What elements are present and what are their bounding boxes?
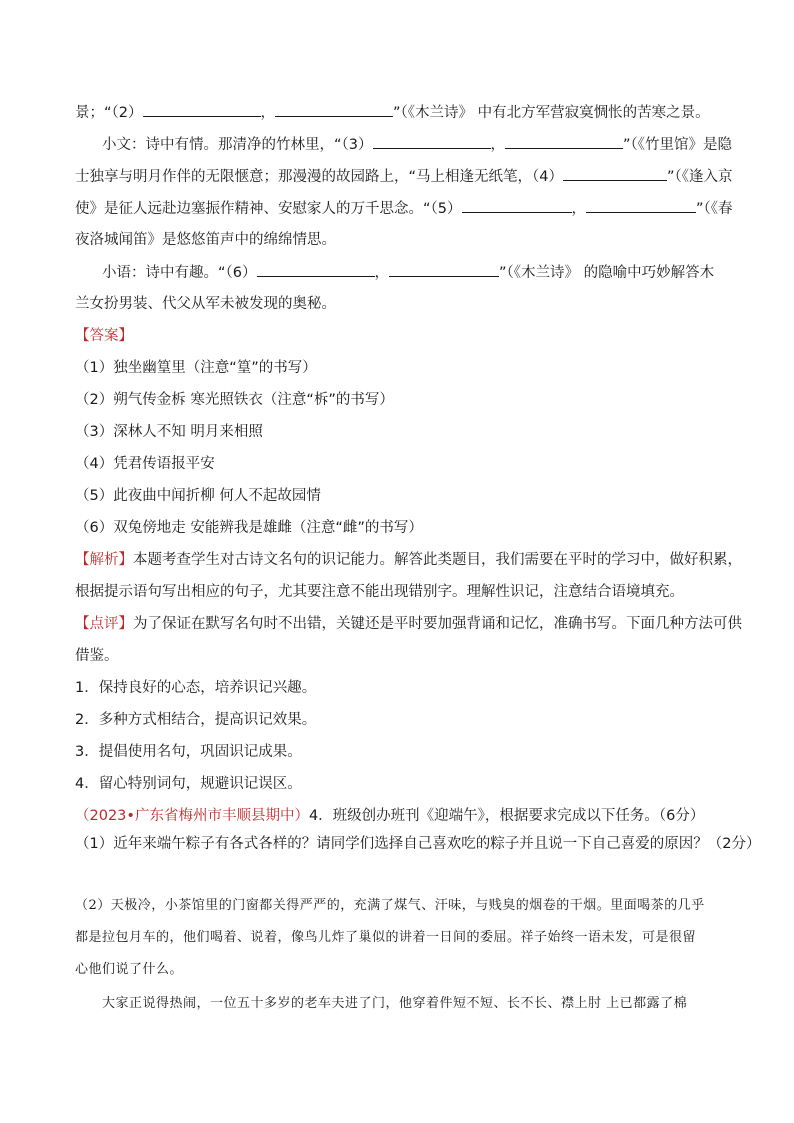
question4-sub1: （1）近年来端午粽子有各式各样的？请同学们选择自己喜欢吃的粽子并且说一下自己喜爱的原因？（2分） [75,836,761,852]
text-segment: 士独享与明月作伴的无限惬意；那漫漫的故园路上，“马上相逢无纸笔，（4） [75,169,563,185]
text-segment: ， [490,137,505,153]
answer-blank [389,262,499,277]
answer-blank [143,102,261,117]
comment-text: 为了保证在默写名句时不出错，关键还是平时要加强背诵和记忆，准确书写。下面几种方法可供 [133,616,742,632]
para2-line4: 夜洛城闻笛》是悠悠笛声中的绵绵情思。 [75,232,336,248]
text-segment: 景；“（2） [75,105,143,121]
comment-tag: 【点评】 [75,616,133,632]
para3-line1 [102,262,714,283]
analysis-line1 [75,550,742,570]
answer-item: （6）双兔傍地走 安能辨我是雄雌（注意“雌”的书写） [75,520,423,536]
text-segment: ， [374,265,389,281]
comment-line2: 借鉴。 [75,648,119,664]
comment-line1 [75,614,742,634]
excerpt-line1: （2）天极冷，小茶馆里的门窗都关得严严的，充满了煤气、汗味，与贱臭的烟卷的干烟。里面喝茶的几乎 [75,898,705,913]
para2-line1 [102,134,732,155]
method-item: 3．提倡使用名句，巩固识记成果。 [75,744,302,760]
method-item: 2．多种方式相结合，提高识记效果。 [75,712,317,728]
answer-blank [505,134,623,149]
para2-line3 [75,198,733,219]
text-segment: 小文：诗中有情。那清净的竹林里，“（3） [102,137,373,153]
analysis-line2: 根据提示语句写出相应的句子，尤其要注意不能出现错别字。理解性识记，注意结合语境填充。 [75,584,684,600]
answer-blank [275,102,393,117]
analysis-text: 本题考查学生对古诗文名句的识记能力。解答此类题目，我们需要在平时的学习中，做好积累， [133,552,742,568]
answer-blank [586,198,696,213]
text-segment: ”（《木兰诗》 的隐喻中巧妙解答木 [499,265,715,281]
para2-line2 [75,166,733,187]
answer-item: （4）凭君传语报平安 [75,456,215,472]
excerpt-line4: 大家正说得热闹，一位五十多岁的老车夫进了门，他穿着件短不短、长不长、襟上肘 上已都露了棉 [102,996,688,1011]
answer-blank [563,166,667,181]
answer-item: （2）朔气传金柝 寒光照铁衣（注意“柝”的书写） [75,392,394,408]
excerpt-line3: 心他们说了什么。 [75,962,184,977]
text-segment: ”（《逢入京 [666,169,733,185]
text-segment: ”（《木兰诗》 中有北方军营寂寞惆怅的苦寒之景。 [393,105,710,121]
excerpt-line2: 都是拉包月车的，他们喝着、说着，像鸟儿炸了巢似的讲着一日间的委屈。祥子始终一语未发，可是很留 [75,930,697,945]
para1-line [75,102,710,123]
text-segment: ”（《春 [696,201,733,217]
text-segment: ”（《竹里馆》是隐 [623,137,733,153]
para3-line2: 兰女扮男装、代父从军未被发现的奥秘。 [75,296,336,312]
answer-item: （5）此夜曲中闻折柳 何人不起故园情 [75,488,321,504]
analysis-tag: 【解析】 [75,552,133,568]
answer-item: （1）独坐幽篁里（注意“篁”的书写） [75,360,317,376]
question-text: 4．班级创办班刊《迎端午》，根据要求完成以下任务。（6分） [308,808,705,824]
answer-blank [462,198,572,213]
method-item: 4．留心特别词句，规避识记误区。 [75,776,302,792]
text-segment: 使》是征人远赴边塞振作精神、安慰家人的万千思念。“（5） [75,201,462,217]
text-segment: 小语：诗中有趣。“（6） [102,265,257,281]
answer-blank [373,134,491,149]
answer-item: （3）深林人不知 明月来相照 [75,424,263,440]
answer-blank [257,262,375,277]
question4-header [75,806,704,826]
text-segment: ， [571,201,586,217]
method-item: 1．保持良好的心态，培养识记兴趣。 [75,680,317,696]
text-segment: ， [260,105,275,121]
answer-tag: 【答案】 [75,328,133,344]
question-source: （2023•广东省梅州市丰顺县期中） [75,808,309,824]
